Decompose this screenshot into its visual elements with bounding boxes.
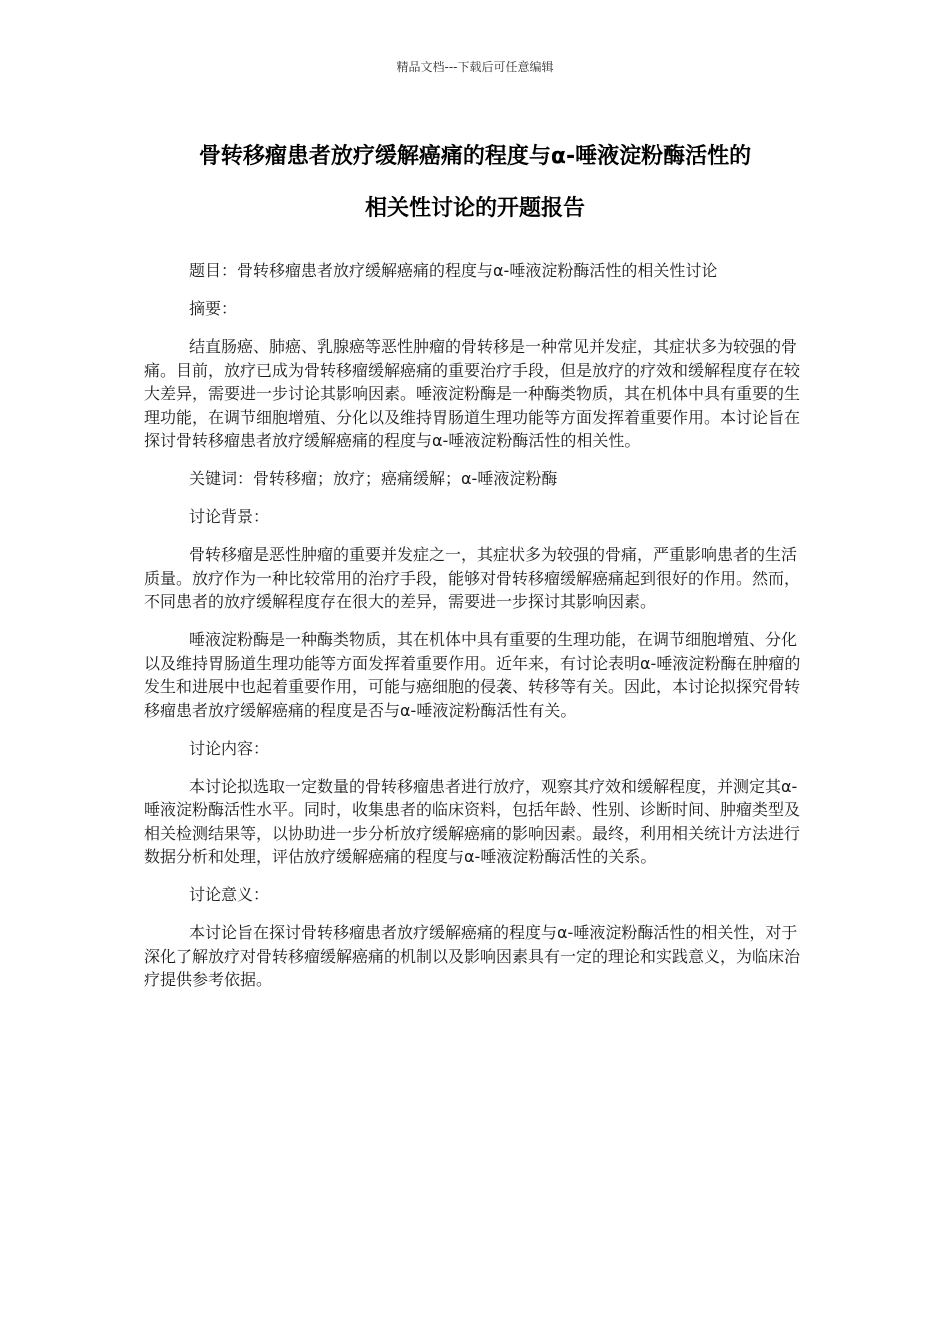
abstract-paragraph: 结直肠癌、肺癌、乳腺癌等恶性肿瘤的骨转移是一种常见并发症，其症状多为较强的骨痛。目前，放疗已成为骨转移瘤缓解癌痛的重要治疗手段，但是放疗的疗效和缓解程度存在较大差异，需要进一步讨论其影响因素。唾液淀粉酶是一种酶类物质，其在机体中具有重要的生理功能，在调节细胞增殖、分化以及维持胃肠道生理功能等方面发挥着重要作用。本讨论旨在探讨骨转移瘤患者放疗缓解癌痛的程度与α-唾液淀粉酶活性的相关性。	[144, 337, 801, 450]
content-paragraph: 本讨论拟选取一定数量的骨转移瘤患者进行放疗，观察其疗效和缓解程度，并测定其α-唾液淀粉酶活性水平。同时，收集患者的临床资料，包括年龄、性别、诊断时间、肿瘤类型及相关检测结果等，以协助进一步分析放疗缓解癌痛的影响因素。最终，利用相关统计方法进行数据分析和处理，评估放疗缓解癌痛的程度与α-唾液淀粉酶活性的关系。	[144, 776, 801, 866]
background-paragraph-1: 骨转移瘤是恶性肿瘤的重要并发症之一，其症状多为较强的骨痛，严重影响患者的生活质量。放疗作为一种比较常用的治疗手段，能够对骨转移瘤缓解癌痛起到很好的作用。然而，不同患者的放疗缓解程度存在很大的差异，需要进一步探讨其影响因素。	[144, 545, 801, 611]
abstract-label: 摘要：	[189, 299, 238, 318]
keywords-line: 关键词：骨转移瘤；放疗；癌痛缓解；α-唾液淀粉酶	[189, 469, 558, 488]
document-title-line-2: 相关性讨论的开题报告	[364, 196, 585, 221]
subject-line: 题目：骨转移瘤患者放疗缓解癌痛的程度与α-唾液淀粉酶活性的相关性讨论	[189, 261, 718, 280]
header-note: 精品文档---下载后可任意编辑	[396, 60, 554, 74]
document-title-line-1: 骨转移瘤患者放疗缓解癌痛的程度与α-唾液淀粉酶活性的	[198, 144, 752, 169]
significance-paragraph: 本讨论旨在探讨骨转移瘤患者放疗缓解癌痛的程度与α-唾液淀粉酶活性的相关性，对于深化了解放疗对骨转移瘤缓解癌痛的机制以及影响因素具有一定的理论和实践意义，为临床治疗提供参考依据。	[144, 923, 801, 989]
background-label: 讨论背景：	[189, 507, 270, 526]
background-paragraph-2: 唾液淀粉酶是一种酶类物质，其在机体中具有重要的生理功能，在调节细胞增殖、分化以及维持胃肠道生理功能等方面发挥着重要作用。近年来，有讨论表明α-唾液淀粉酶在肿瘤的发生和进展中也起着重要作用，可能与癌细胞的侵袭、转移等有关。因此，本讨论拟探究骨转移瘤患者放疗缓解癌痛的程度是否与α-唾液淀粉酶活性有关。	[144, 630, 801, 720]
content-label: 讨论内容：	[189, 738, 270, 758]
document-body	[144, 259, 812, 1006]
significance-label: 讨论意义：	[189, 885, 270, 904]
